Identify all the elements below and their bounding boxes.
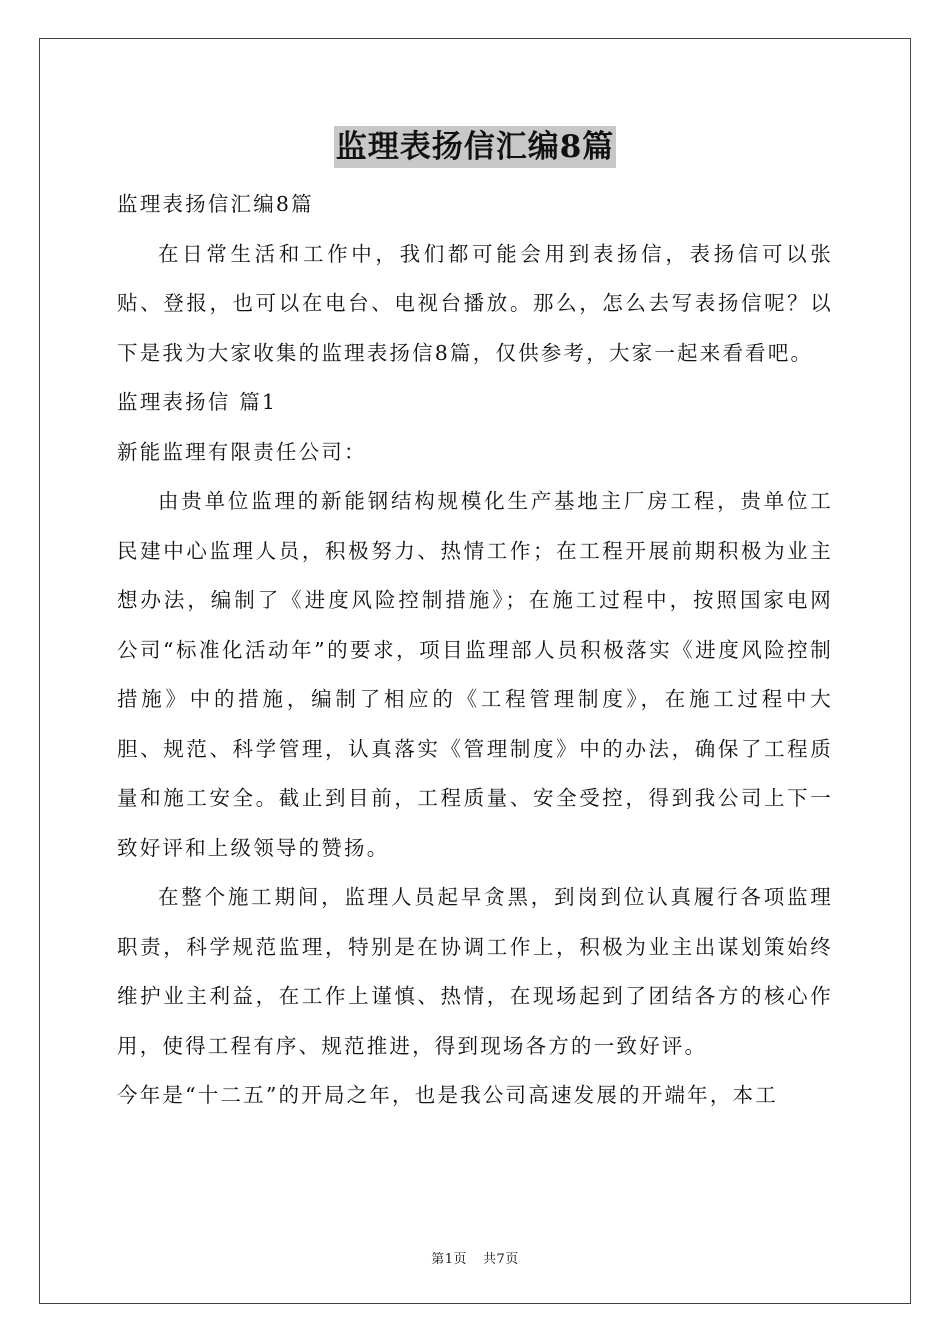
page-footer xyxy=(0,1248,950,1267)
page-total: 共7页 xyxy=(483,1252,519,1267)
document-title: 监理表扬信汇编8篇 xyxy=(334,126,617,168)
document-subtitle: 监理表扬信汇编8篇 xyxy=(117,192,314,216)
body-paragraph-2: 在整个施工期间，监理人员起早贪黑，到岗到位认真履行各项监理职责，科学规范监理，特别是在协调工作上，积极为业主出谋划策始终维护业主利益，在工作上谨慎、热情，在现场起到了团结各方的核心作用，使得工程有序、规范推进，得到现场各方的一致好评。 xyxy=(117,885,833,1058)
section-heading: 监理表扬信 篇1 xyxy=(117,390,278,414)
page-number: 第1页 xyxy=(431,1252,467,1267)
document-body xyxy=(117,180,833,1121)
body-paragraph-3: 今年是“十二五”的开局之年，也是我公司高速发展的开端年，本工 xyxy=(117,1083,778,1107)
intro-paragraph: 在日常生活和工作中，我们都可能会用到表扬信，表扬信可以张贴、登报，也可以在电台、电视台播放。那么，怎么去写表扬信呢？以下是我为大家收集的监理表扬信8篇，仅供参考，大家一起来看看吧。 xyxy=(117,241,833,365)
body-paragraph-1: 由贵单位监理的新能钢结构规模化生产基地主厂房工程，贵单位工民建中心监理人员，积极努力、热情工作；在工程开展前期积极为业主想办法，编制了《进度风险控制措施》；在施工过程中，按照国家电网公司“标准化活动年”的要求，项目监理部人员积极落实《进度风险控制措施》中的措施，编制了相应的《工程管理制度》，在施工过程中大胆、规范、科学管理，认真落实《管理制度》中的办法，确保了工程质量和施工安全。截止到目前，工程质量、安全受控，得到我公司上下一致好评和上级领导的赞扬。 xyxy=(117,489,833,860)
title-container xyxy=(0,126,950,168)
salutation: 新能监理有限责任公司： xyxy=(117,439,367,464)
